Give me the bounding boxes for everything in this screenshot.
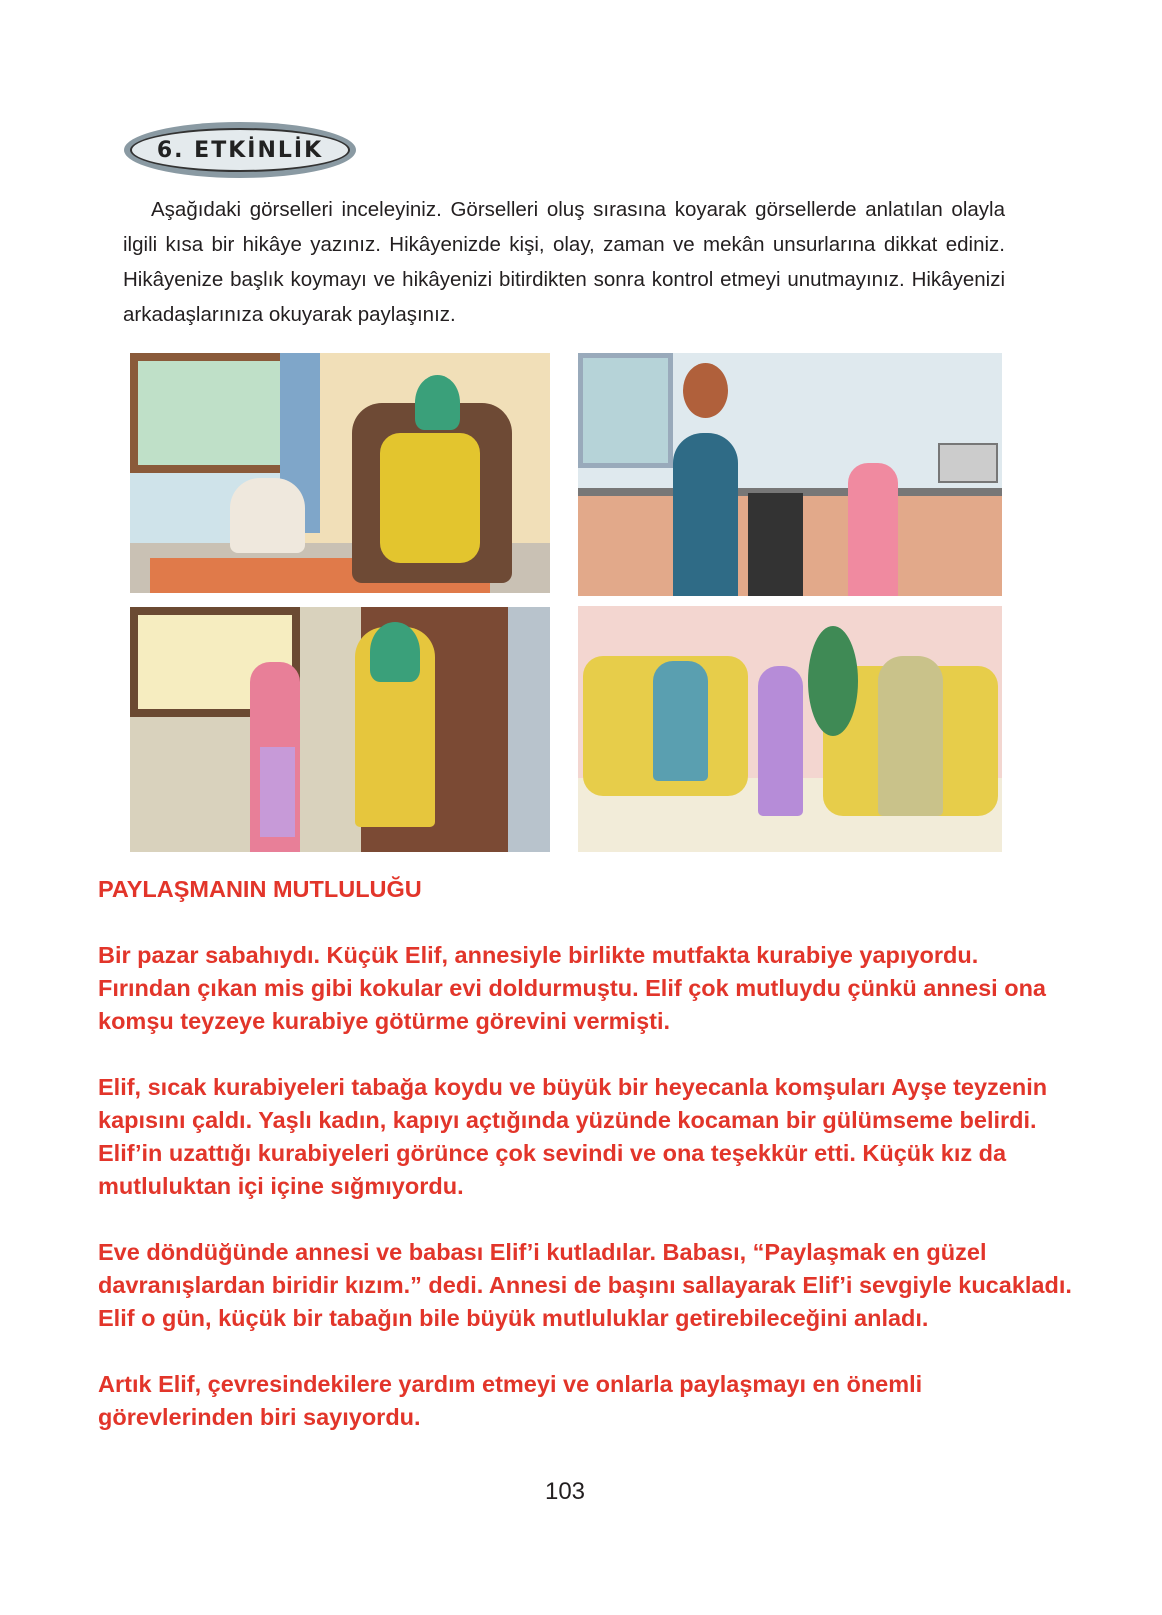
illustration-door-visit (130, 607, 550, 852)
story-paragraph: Bir pazar sabahıydı. Küçük Elif, annesiyle birlikte mutfakta kurabiye yapıyordu. Fırından çıkan mis gibi kokular evi doldurmuştu. Elif çok mutluydu çünkü annesi ona komşu teyzeye kurabiye götürme görevini vermişti. (98, 942, 1046, 1034)
story-title: PAYLAŞMANIN MUTLULUĞU (98, 876, 422, 902)
illustration-kitchen-baking (578, 353, 1002, 596)
story-paragraph: Elif, sıcak kurabiyeleri tabağa koydu ve büyük bir heyecanla komşuları Ayşe teyzenin kapısını çaldı. Yaşlı kadın, kapıyı açtığında yüzünde kocaman bir gülümseme belirdi. Elif’in uzattığı kurabiyeleri görünce çok sevindi ve ona teşekkür etti. Küçük kız da mutluluktan içi içine sığmıyordu. (98, 1074, 1048, 1199)
activity-badge-label: 6. ETKİNLİK (130, 128, 350, 172)
story-paragraph: Eve döndüğünde annesi ve babası Elif’i kutladılar. Babası, “Paylaşmak en güzel davranışlardan biridir kızım.” dedi. Annesi de başını sallayarak Elif’i sevgiyle kucakladı. Elif o gün, küçük bir tabağın bile büyük mutluluklar getirebileceğini anladı. (98, 1239, 1072, 1331)
instructions-text: Aşağıdaki görselleri inceleyiniz. Görselleri oluş sırasına koyarak görsellerde anlatılan olayla ilgili kısa bir hikâye yazınız. Hikâyenizde kişi, olay, zaman ve mekân unsurlarına dikkat ediniz. Hikâyenize başlık koymayı ve hikâyenizi bitirdikten sonra kontrol etmeyi unutmayınız. Hikâyenizi arkadaşlarınıza okuyarak paylaşınız. (123, 198, 1005, 326)
activity-badge (124, 122, 356, 178)
story (98, 873, 1073, 1434)
illustration-family-living-room (578, 606, 1002, 852)
page-number: 103 (544, 1478, 586, 1505)
illustration-grandmother-armchair (130, 353, 550, 593)
story-paragraph: Artık Elif, çevresindekilere yardım etmeyi ve onlarla paylaşmayı en önemli görevlerinden biri sayıyordu. (98, 1371, 923, 1430)
